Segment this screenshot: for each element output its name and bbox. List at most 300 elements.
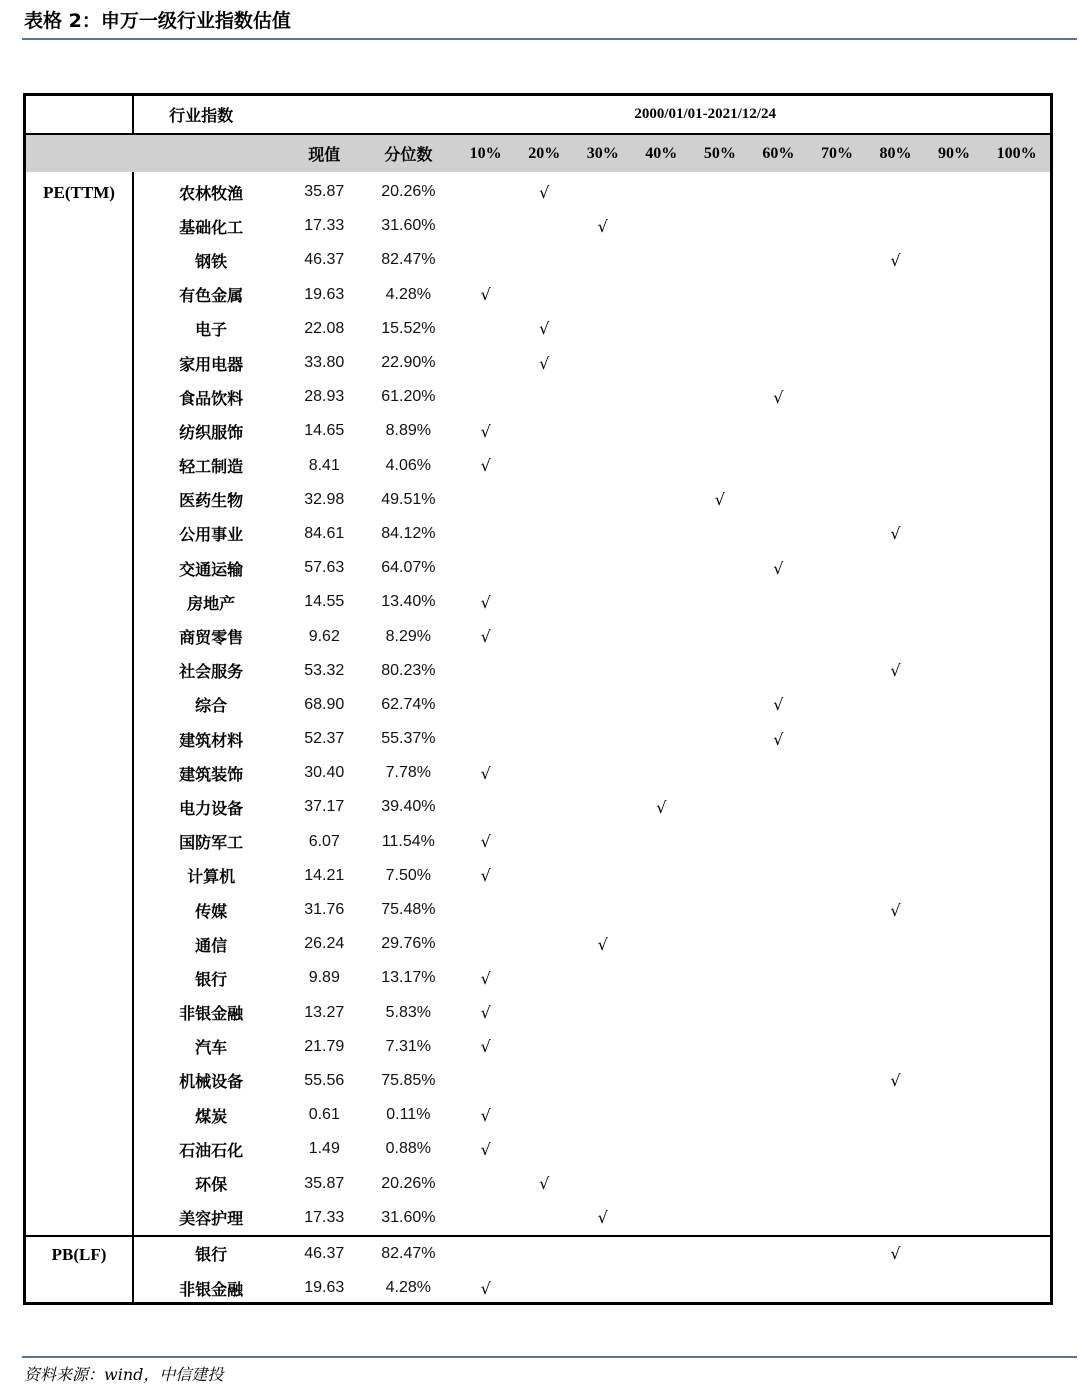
bucket-cell [632, 209, 691, 243]
percent-column-header: 20% [515, 134, 574, 172]
bucket-cell [632, 1271, 691, 1305]
check-mark: √ [480, 1037, 491, 1057]
bucket-cell [515, 551, 574, 585]
bucket-cell [925, 1201, 984, 1236]
bucket-cell [573, 1236, 632, 1271]
bucket-cell [983, 927, 1050, 961]
check-mark: √ [480, 1278, 491, 1298]
percentile-value: 8.29% [385, 627, 432, 645]
current-value: 26.24 [304, 935, 345, 953]
bucket-cell [866, 996, 925, 1030]
table-row [26, 175, 1050, 209]
bucket-cell [632, 243, 691, 277]
bucket-cell [515, 859, 574, 893]
bucket-cell [983, 1166, 1050, 1200]
industry-name: 医药生物 [179, 491, 244, 511]
bucket-cell [749, 312, 808, 346]
bucket-cell [515, 209, 574, 243]
bucket-cell [866, 585, 925, 619]
bucket-cell [983, 825, 1050, 859]
bucket-cell [632, 722, 691, 756]
check-mark: √ [773, 558, 784, 578]
bucket-cell [456, 517, 515, 551]
current-value: 17.33 [304, 217, 345, 235]
bucket-cell [691, 996, 750, 1030]
bucket-cell [925, 825, 984, 859]
bucket-cell [456, 312, 515, 346]
check-mark: √ [539, 353, 550, 373]
bucket-cell [808, 483, 867, 517]
bucket-cell [632, 414, 691, 448]
bucket-cell [632, 688, 691, 722]
bucket-cell [691, 551, 750, 585]
check-mark: √ [480, 1105, 491, 1125]
bucket-cell [456, 346, 515, 380]
bucket-cell [632, 1030, 691, 1064]
industry-name: 轻工制造 [179, 457, 244, 477]
bucket-cell [808, 825, 867, 859]
percentile-value: 75.48% [381, 901, 436, 919]
bucket-cell [866, 1132, 925, 1166]
bucket-cell [632, 449, 691, 483]
table-row [26, 619, 1050, 653]
bucket-cell [925, 551, 984, 585]
bucket-cell [691, 414, 750, 448]
industry-name: 银行 [133, 1236, 288, 1271]
industry-name: 传媒 [195, 901, 228, 921]
table-row [26, 654, 1050, 688]
bucket-cell [925, 654, 984, 688]
industry-name: 纺织服饰 [179, 422, 244, 442]
bucket-cell [691, 654, 750, 688]
table-row [26, 893, 1050, 927]
bucket-cell [866, 278, 925, 312]
industry-name: 公用事业 [179, 525, 244, 545]
bucket-cell [808, 1271, 867, 1305]
group-label: PE(TTM) [26, 175, 133, 1236]
industry-name: 综合 [195, 696, 228, 716]
bucket-cell [456, 209, 515, 243]
current-value: 14.65 [304, 422, 345, 440]
table-row [26, 1098, 1050, 1132]
bucket-cell [632, 1132, 691, 1166]
bucket-cell [456, 1236, 515, 1271]
industry-name: 银行 [195, 969, 228, 989]
bucket-cell [456, 175, 515, 209]
bucket-cell [515, 380, 574, 414]
bucket-cell [808, 380, 867, 414]
percentile-value: 20.26% [381, 183, 436, 201]
bucket-cell [632, 996, 691, 1030]
percentile-value: 82.47% [360, 1236, 456, 1271]
bucket-cell [983, 346, 1050, 380]
check-mark: √ [890, 1071, 901, 1091]
bucket-cell [691, 619, 750, 653]
check-mark: √ [480, 866, 491, 886]
current-value: 9.62 [308, 627, 340, 645]
bucket-cell [866, 1201, 925, 1236]
industry-name: 农林牧渔 [179, 183, 244, 203]
bucket-cell [808, 414, 867, 448]
bucket-cell [632, 654, 691, 688]
bucket-cell [749, 483, 808, 517]
bucket-cell [866, 175, 925, 209]
table-row [26, 1236, 1050, 1271]
bucket-cell [573, 243, 632, 277]
bucket-cell [573, 278, 632, 312]
bucket-cell [808, 1201, 867, 1236]
table-row [26, 414, 1050, 448]
table-row [26, 1271, 1050, 1305]
current-value: 37.17 [304, 798, 345, 816]
check-mark: √ [480, 285, 491, 305]
check-mark: √ [773, 695, 784, 715]
check-mark: √ [480, 1003, 491, 1023]
bucket-cell [632, 1098, 691, 1132]
industry-name: 非银金融 [179, 1279, 244, 1299]
bucket-cell [866, 1166, 925, 1200]
bucket-cell [632, 551, 691, 585]
bucket-cell [691, 585, 750, 619]
percentile-value: 11.54% [381, 832, 435, 850]
bucket-cell [983, 312, 1050, 346]
bucket-cell [866, 927, 925, 961]
bucket-cell [983, 790, 1050, 824]
bucket-cell [749, 175, 808, 209]
check-mark: √ [480, 832, 491, 852]
bucket-cell [925, 483, 984, 517]
industry-name: 家用电器 [179, 354, 244, 374]
bucket-cell [515, 961, 574, 995]
bucket-cell [515, 449, 574, 483]
percentile-value: 39.40% [381, 798, 436, 816]
bucket-cell [691, 278, 750, 312]
check-mark: √ [480, 456, 491, 476]
bucket-cell [691, 209, 750, 243]
bucket-cell [691, 449, 750, 483]
bucket-cell [866, 209, 925, 243]
bucket-cell [749, 243, 808, 277]
industry-name: 商贸零售 [179, 628, 244, 648]
percentile-value: 49.51% [381, 490, 436, 508]
group-label: PB(LF) [26, 1236, 133, 1305]
bucket-cell [573, 654, 632, 688]
industry-name: 钢铁 [195, 251, 228, 271]
current-value: 14.21 [304, 866, 345, 884]
bucket-cell [632, 312, 691, 346]
source-note: 资料来源：wind，中信建投 [24, 1365, 224, 1384]
bucket-cell [925, 722, 984, 756]
bucket-cell [573, 722, 632, 756]
current-value: 1.49 [308, 1140, 340, 1158]
bucket-cell [749, 517, 808, 551]
bucket-cell [808, 1166, 867, 1200]
bucket-cell [925, 688, 984, 722]
percentile-value: 61.20% [381, 388, 436, 406]
bucket-cell [808, 175, 867, 209]
bucket-cell [808, 1132, 867, 1166]
table-row [26, 790, 1050, 824]
header-blank-cell [133, 134, 288, 172]
bucket-cell [515, 756, 574, 790]
bucket-cell [866, 483, 925, 517]
table-row [26, 209, 1050, 243]
table-row [26, 380, 1050, 414]
percent-column-header: 80% [866, 134, 925, 172]
bucket-cell [515, 1098, 574, 1132]
bucket-cell [983, 756, 1050, 790]
bucket-cell [983, 1098, 1050, 1132]
table-row [26, 961, 1050, 995]
header-corner-cell [26, 96, 133, 134]
percentile-value: 80.23% [381, 661, 436, 679]
bucket-cell [808, 859, 867, 893]
date-range-header: 2000/01/01-2021/12/24 [360, 96, 1050, 134]
table-row [26, 722, 1050, 756]
bucket-cell [925, 414, 984, 448]
industry-name: 计算机 [187, 867, 236, 887]
table-row [26, 1132, 1050, 1166]
bucket-cell [691, 1030, 750, 1064]
bucket-cell [456, 483, 515, 517]
percent-column-header: 40% [632, 134, 691, 172]
bucket-cell [808, 243, 867, 277]
bucket-cell [573, 961, 632, 995]
table-row [26, 927, 1050, 961]
bucket-cell [573, 175, 632, 209]
bucket-cell [515, 825, 574, 859]
bucket-cell [573, 688, 632, 722]
bucket-cell [515, 790, 574, 824]
current-value: 21.79 [304, 1037, 345, 1055]
current-value: 53.32 [304, 661, 345, 679]
current-value: 55.56 [304, 1071, 345, 1089]
bucket-cell [925, 312, 984, 346]
bucket-cell [983, 1201, 1050, 1236]
bucket-cell [456, 688, 515, 722]
check-mark: √ [890, 250, 901, 270]
bucket-cell [983, 961, 1050, 995]
current-value: 0.61 [308, 1106, 340, 1124]
bucket-cell [749, 346, 808, 380]
industry-name: 汽车 [195, 1038, 228, 1058]
bucket-cell [983, 551, 1050, 585]
bucket-cell [515, 1201, 574, 1236]
index-header: 行业指数 [133, 96, 360, 134]
bucket-cell [866, 722, 925, 756]
current-value: 14.55 [304, 593, 345, 611]
table-row [26, 859, 1050, 893]
bucket-cell [866, 1098, 925, 1132]
bucket-cell [749, 927, 808, 961]
table-row [26, 996, 1050, 1030]
bucket-cell [925, 449, 984, 483]
percentile-value: 7.50% [385, 866, 432, 884]
bucket-cell [925, 175, 984, 209]
bucket-cell [573, 585, 632, 619]
bucket-cell [866, 688, 925, 722]
current-value: 22.08 [304, 319, 345, 337]
bucket-cell [808, 312, 867, 346]
bucket-cell [749, 961, 808, 995]
percent-column-header: 70% [808, 134, 867, 172]
bucket-cell [632, 859, 691, 893]
check-mark: √ [773, 387, 784, 407]
bucket-cell [925, 619, 984, 653]
bucket-cell [515, 619, 574, 653]
check-mark: √ [890, 900, 901, 920]
bucket-cell [925, 927, 984, 961]
bucket-cell [925, 346, 984, 380]
check-mark: √ [480, 592, 491, 612]
bucket-cell [808, 722, 867, 756]
bucket-cell [808, 1236, 867, 1271]
bucket-cell [925, 1236, 984, 1271]
bucket-cell [573, 790, 632, 824]
table-row [26, 1030, 1050, 1064]
bucket-cell [808, 585, 867, 619]
bucket-cell [925, 961, 984, 995]
table-body [26, 96, 1050, 1305]
bucket-cell [866, 1271, 925, 1305]
check-mark: √ [597, 216, 608, 236]
bucket-cell [983, 517, 1050, 551]
bucket-cell [749, 414, 808, 448]
bucket-cell [573, 517, 632, 551]
bucket-cell [632, 927, 691, 961]
bucket-cell [866, 414, 925, 448]
current-value: 33.80 [304, 354, 345, 372]
bucket-cell [983, 278, 1050, 312]
current-value: 46.37 [304, 251, 345, 269]
table-row [26, 551, 1050, 585]
bucket-cell [808, 893, 867, 927]
check-mark: √ [539, 1174, 550, 1194]
bucket-cell [749, 654, 808, 688]
bucket-cell [456, 551, 515, 585]
table-row [26, 243, 1050, 277]
bucket-cell [749, 790, 808, 824]
bucket-cell [632, 346, 691, 380]
table-row [26, 449, 1050, 483]
bucket-cell [983, 619, 1050, 653]
bucket-cell [749, 1132, 808, 1166]
bucket-cell [515, 1132, 574, 1166]
bucket-cell [983, 243, 1050, 277]
bucket-cell [691, 1166, 750, 1200]
bucket-cell [925, 278, 984, 312]
bucket-cell [573, 1132, 632, 1166]
percentile-value: 82.47% [381, 251, 436, 269]
check-mark: √ [597, 934, 608, 954]
bucket-cell [983, 654, 1050, 688]
percent-column-header: 50% [691, 134, 750, 172]
percentile-value: 4.06% [385, 456, 432, 474]
bucket-cell [456, 1064, 515, 1098]
check-mark: √ [539, 182, 550, 202]
caption-divider [22, 38, 1077, 40]
table-row [26, 346, 1050, 380]
bucket-cell [456, 243, 515, 277]
percentile-value: 0.88% [385, 1140, 432, 1158]
bucket-cell [515, 1236, 574, 1271]
bucket-cell [866, 551, 925, 585]
percentile-value: 55.37% [381, 730, 436, 748]
table-row [26, 517, 1050, 551]
percentile-value: 84.12% [381, 524, 436, 542]
check-mark: √ [890, 524, 901, 544]
check-mark: √ [866, 1236, 925, 1271]
bucket-cell [573, 893, 632, 927]
bucket-cell [515, 1030, 574, 1064]
bucket-cell [866, 825, 925, 859]
industry-name: 房地产 [187, 593, 236, 613]
bucket-cell [925, 517, 984, 551]
percentile-value: 8.89% [385, 422, 432, 440]
bucket-cell [983, 1132, 1050, 1166]
bucket-cell [983, 449, 1050, 483]
industry-name: 美容护理 [179, 1209, 244, 1229]
current-value: 57.63 [304, 559, 345, 577]
bucket-cell [925, 996, 984, 1030]
current-value: 35.87 [304, 183, 345, 201]
percentile-value: 13.40% [381, 593, 436, 611]
current-value: 30.40 [304, 764, 345, 782]
check-mark: √ [480, 763, 491, 783]
source-divider [22, 1356, 1077, 1358]
bucket-cell [691, 893, 750, 927]
percentile-value: 31.60% [381, 1208, 436, 1226]
check-mark: √ [480, 1139, 491, 1159]
bucket-cell [691, 825, 750, 859]
table-row [26, 483, 1050, 517]
bucket-cell [925, 1098, 984, 1132]
bucket-cell [691, 1236, 750, 1271]
bucket-cell [925, 859, 984, 893]
bucket-cell [691, 961, 750, 995]
check-mark: √ [480, 968, 491, 988]
bucket-cell [866, 1030, 925, 1064]
bucket-cell [808, 551, 867, 585]
bucket-cell [456, 893, 515, 927]
percentile-value: 22.90% [381, 354, 436, 372]
bucket-cell [573, 619, 632, 653]
bucket-cell [925, 1166, 984, 1200]
bucket-cell [808, 346, 867, 380]
percent-column-header: 30% [573, 134, 632, 172]
industry-name: 通信 [195, 935, 228, 955]
bucket-cell [925, 585, 984, 619]
bucket-cell [808, 927, 867, 961]
industry-name: 电力设备 [179, 798, 244, 818]
bucket-cell [925, 243, 984, 277]
current-value: 52.37 [304, 730, 345, 748]
current-value: 9.89 [308, 969, 340, 987]
bucket-cell [866, 312, 925, 346]
bucket-cell [691, 1064, 750, 1098]
bucket-cell [632, 585, 691, 619]
bucket-cell [573, 1271, 632, 1305]
current-value: 32.98 [304, 490, 345, 508]
bucket-cell [925, 756, 984, 790]
bucket-cell [632, 1236, 691, 1271]
table-row [26, 585, 1050, 619]
current-value: 19.63 [304, 1279, 345, 1297]
percentile-value: 7.78% [385, 764, 432, 782]
bucket-cell [515, 1271, 574, 1305]
bucket-cell [983, 722, 1050, 756]
current-value: 17.33 [304, 1208, 345, 1226]
